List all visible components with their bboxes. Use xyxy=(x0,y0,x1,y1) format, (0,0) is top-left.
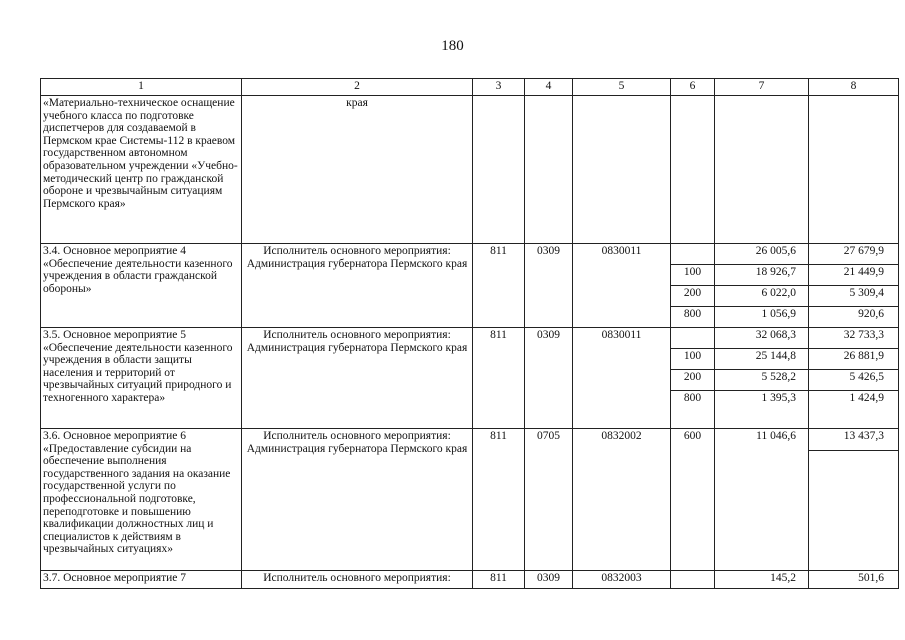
header-cell: 3 xyxy=(473,79,525,96)
expense-type: 200 xyxy=(671,370,715,391)
value-col8: 21 449,9 xyxy=(809,265,899,286)
value-col7: 6 022,0 xyxy=(715,286,809,307)
value-col7: 145,2 xyxy=(715,571,809,589)
table-row xyxy=(41,328,899,349)
value-col7: 11 046,6 xyxy=(715,429,809,571)
value-col7: 32 068,3 xyxy=(715,328,809,349)
header-cell: 2 xyxy=(242,79,473,96)
table-row xyxy=(41,244,899,265)
executor: Исполнитель основного мероприятия: Администрация губернатора Пермского края xyxy=(242,429,473,571)
value-col8: 32 733,3 xyxy=(809,328,899,349)
value-col8: 13 437,3 xyxy=(809,429,899,451)
executor: Исполнитель основного мероприятия: xyxy=(242,571,473,589)
table-row xyxy=(41,571,899,589)
executor: Исполнитель основного мероприятия: Администрация губернатора Пермского края xyxy=(242,244,473,328)
value-col8: 501,6 xyxy=(809,571,899,589)
target-code: 0832003 xyxy=(573,571,671,589)
target-code: 0832002 xyxy=(573,429,671,571)
value-col8: 920,6 xyxy=(809,307,899,328)
section-code: 0309 xyxy=(525,244,573,328)
value-col7: 25 144,8 xyxy=(715,349,809,370)
header-cell: 8 xyxy=(809,79,899,96)
target-code: 0830011 xyxy=(573,328,671,429)
value-col8: 5 426,5 xyxy=(809,370,899,391)
expense-type: 600 xyxy=(671,429,715,571)
expense-type: 800 xyxy=(671,307,715,328)
target-code: 0830011 xyxy=(573,244,671,328)
budget-table xyxy=(40,78,899,589)
value-col7: 5 528,2 xyxy=(715,370,809,391)
expense-type: 100 xyxy=(671,349,715,370)
value-col7: 18 926,7 xyxy=(715,265,809,286)
header-cell: 1 xyxy=(41,79,242,96)
executor: Исполнитель основного мероприятия: Администрация губернатора Пермского края xyxy=(242,328,473,429)
value-col8: 1 424,9 xyxy=(809,391,899,429)
value-col7: 1 056,9 xyxy=(715,307,809,328)
section-code: 0309 xyxy=(525,328,573,429)
measure-name: 3.5. Основное мероприятие 5 «Обеспечение деятельности казенного учреждения в области защиты населения и территорий от чрезвычайных ситуаций природного и техногенного характера» xyxy=(41,328,242,429)
measure-name: «Материально-техническое оснащение учебного класса по подготовке диспетчеров для создаваемой в Пермском крае Системы-112 в краевом государственном автономном образовательном учреждении «Учебно-методический центр по гражданской обороне и чрезвычайным ситуациям Пермского края» xyxy=(41,96,242,244)
header-cell: 6 xyxy=(671,79,715,96)
grbs-code: 811 xyxy=(473,244,525,328)
measure-name: 3.6. Основное мероприятие 6 «Предоставление субсидии на обеспечение выполнения государственного задания на оказание государственной услуги по профессиональной подготовке, переподготовке и повышению квалификации должностных лиц и специалистов к действиям в чрезвычайных ситуациях» xyxy=(41,429,242,571)
table-row xyxy=(41,96,899,244)
executor: края xyxy=(242,96,473,244)
expense-type: 200 xyxy=(671,286,715,307)
value-col8: 26 881,9 xyxy=(809,349,899,370)
grbs-code: 811 xyxy=(473,328,525,429)
header-cell: 4 xyxy=(525,79,573,96)
value-col8: 27 679,9 xyxy=(809,244,899,265)
measure-name: 3.7. Основное мероприятие 7 xyxy=(41,571,242,589)
value-col7: 1 395,3 xyxy=(715,391,809,429)
header-cell: 7 xyxy=(715,79,809,96)
page-number: 180 xyxy=(441,38,464,54)
grbs-code: 811 xyxy=(473,571,525,589)
header-row xyxy=(41,79,899,96)
header-cell: 5 xyxy=(573,79,671,96)
expense-type: 100 xyxy=(671,265,715,286)
section-code: 0705 xyxy=(525,429,573,571)
expense-type: 800 xyxy=(671,391,715,429)
value-col7: 26 005,6 xyxy=(715,244,809,265)
value-col8: 5 309,4 xyxy=(809,286,899,307)
measure-name: 3.4. Основное мероприятие 4 «Обеспечение деятельности казенного учреждения в области гражданской обороны» xyxy=(41,244,242,328)
section-code: 0309 xyxy=(525,571,573,589)
grbs-code: 811 xyxy=(473,429,525,571)
table-row xyxy=(41,429,899,451)
